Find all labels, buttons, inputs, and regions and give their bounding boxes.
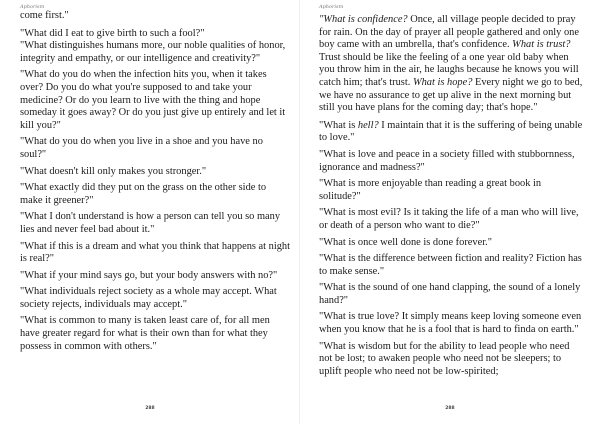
page-body [20,10,290,357]
question-trust: What is trust? [512,39,571,51]
paragraph: "What exactly did they put on the grass on the other side to make it greener?" [20,182,267,206]
paragraph: "What do you do when the infection hits you, when it takes over? Do you do what you're supposed to and take your medicine? Or do you learn to live with the thing and hope someday it goes away? Or do you just give up entirely and let it kill you?" [20,69,286,131]
page-body [319,14,585,382]
right-page [300,0,600,424]
paragraph: "What if your mind says go, but your body answers with no?" [20,269,278,281]
paragraph: come first." [20,10,69,21]
question-confidence: "What is confidence? [319,14,408,25]
paragraph: "What is love and peace in a society filled with stubbornness, ignorance and madness?" [319,148,575,173]
paragraph: "What is more enjoyable than reading a great book in solitude?" [319,178,542,202]
paragraph: "What is common to many is taken least care of, for all men have greater regard for what is their own than for what they possess in common with others." [20,315,270,352]
paragraph: "What is wisdom but for the ability to lead people who need not be lost; to awaken people who need not be sleepers; to uplift people who need not be low-spirited; [319,340,570,377]
paragraph: "What doesn't kill only makes you stronger." [20,165,207,177]
paragraph: "What is true love? It simply means keep loving someone even when you know that he is a fool that is hard to finda on earth." [319,311,582,336]
paragraph-hell [319,120,585,145]
question-hope: What is hope? [412,76,473,88]
paragraph: "What is the difference between fiction and reality? Fiction has to make sense." [319,253,582,277]
hell-lead: "What is [319,119,358,131]
paragraph: "What did I eat to give birth to such a fool?" [20,27,205,39]
paragraph-confidence-trust-hope [319,14,585,115]
answer-confidence: Once, all village people decided to pray for rain. On the day of prayer all people gathered and only one boy came with an umbrella, that's confidence. [319,14,579,51]
hell-emphasis: hell? [357,119,379,131]
paragraph: "What is the sound of one hand clapping, the sound of a lonely hand?" [319,282,581,306]
hell-rest: I maintain that it is the suffering of being unable to love." [319,119,583,144]
page-number: 288 [445,406,455,411]
paragraph: "What is once well done is done forever." [319,236,492,248]
paragraph: "What distinguishes humans more, our noble qualities of honor, integrity and empathy, or our intelligence and creativity?" [20,40,286,64]
paragraph: "What if this is a dream and what you think that happens at night is real?" [20,240,291,265]
running-header: Aphorism [319,4,344,10]
paragraph: "What do you do when you live in a shoe and you have no soul?" [20,136,263,160]
paragraph: "What individuals reject society as a whole may accept. What society rejects, individuals may accept." [20,286,277,310]
running-header: Aphorism [20,4,45,10]
answer-hope: Every night we go to bed, we have no assurance to get up alive in the next morning but still you have plans for the coming day; that's hope." [319,76,583,114]
answer-trust: Trust should be like the feeling of a one year old baby when you throw him in the air, he laughs because he knows you will catch him; that's trust. [319,51,579,88]
paragraph: "What I don't understand is how a person can tell you so many lies and never feel bad about it." [20,211,281,235]
paragraph: "What is most evil? Is it taking the life of a man who will live, or death of a person who want to die?" [319,207,579,231]
page-number: 288 [145,406,155,411]
